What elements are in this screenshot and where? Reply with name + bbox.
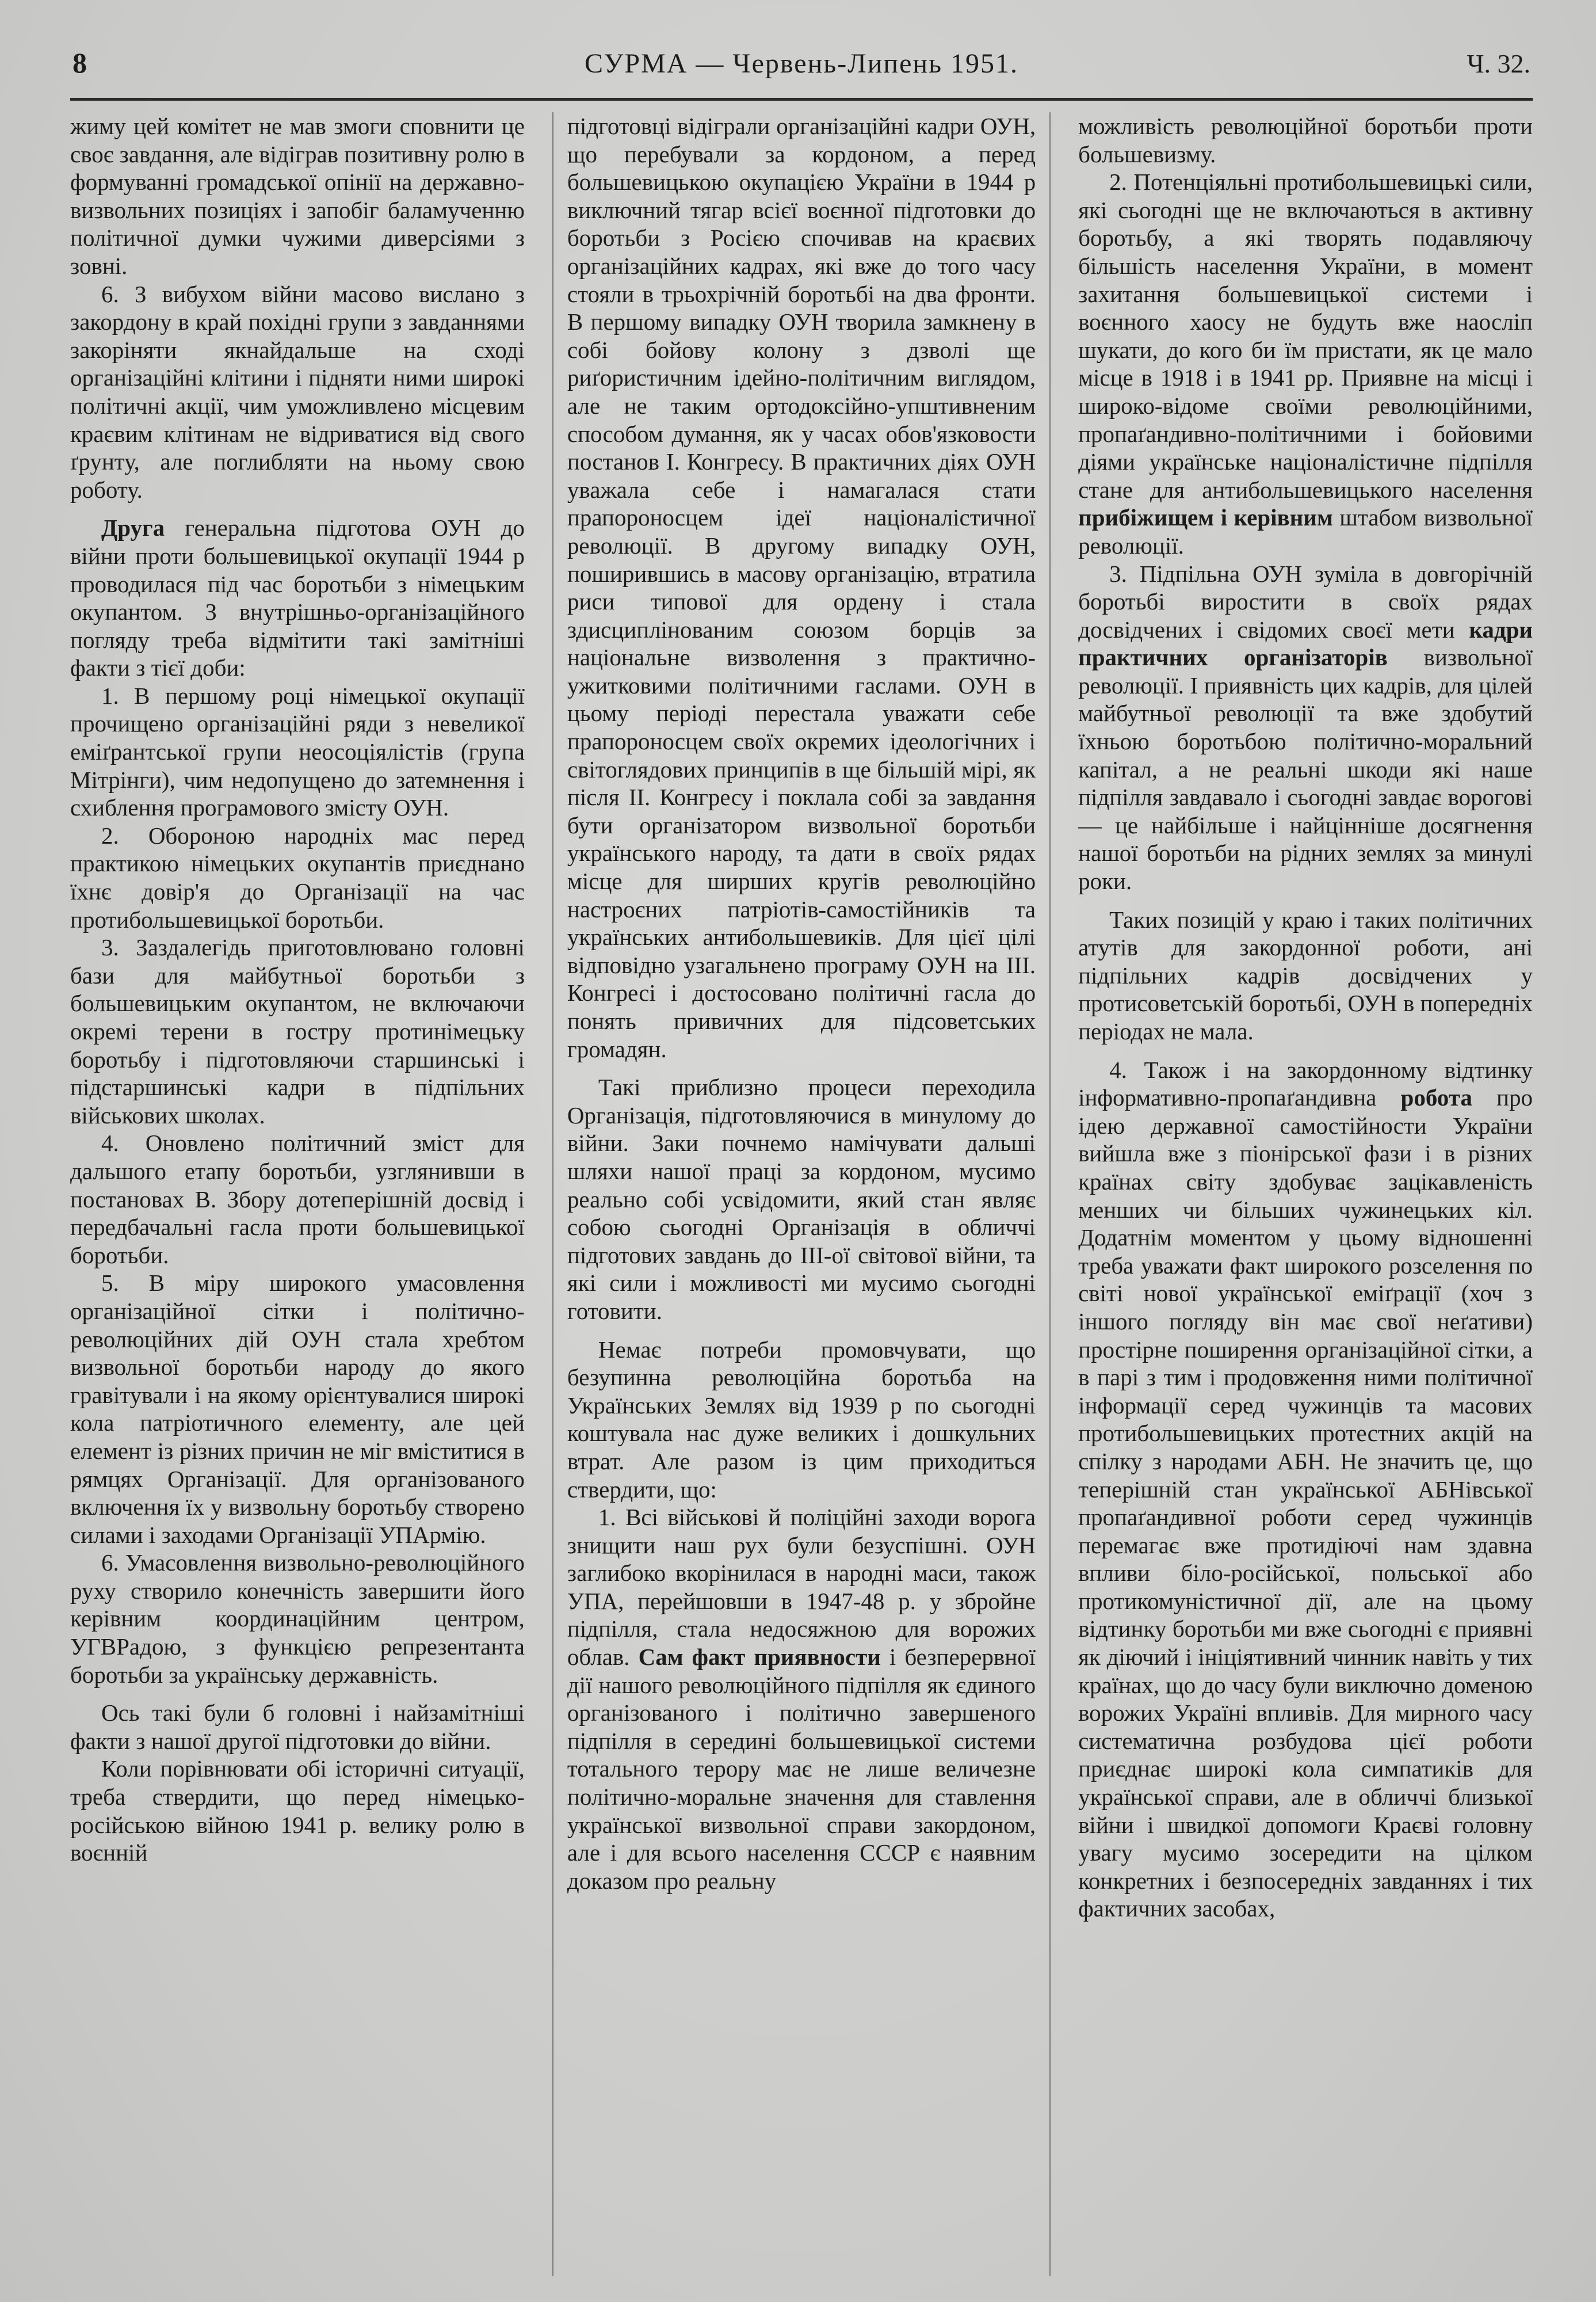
bold-term: робота <box>1400 1084 1472 1111</box>
column-1 <box>70 112 525 2276</box>
column-3 <box>1078 112 1533 2276</box>
column-2 <box>552 112 1051 2276</box>
paragraph-text: 2. Потенціяльні протибольшевицькі сили, які сьогодні ще не включаються в активну боротьбу, а які творять подавляючу більшість населення України, в момент захитання большевицької системи і воєнного хаосу не будуть вже наосліп шукати, до кого би їм пристати, як це мало місце в 1918 і в 1941 рр. Приявне на місці і широко-відоме своїми революційними, пропаґандивно-політичними і бойовими діями українське націоналістичне підпілля стане для антибольшевицького населення <box>1078 169 1533 503</box>
page-number: 8 <box>72 47 87 79</box>
publication-title: СУРМА — Червень-Липень 1951. <box>585 48 1018 79</box>
paragraph: жиму цей комітет не мав змоги сповнити це своє завдання, але відіграв позитивну ролю в формуванні громадської опінії на державно-визвольних позиціях і запобіг баламученню політичної думки чужими диверсіями з зовні. <box>70 113 525 279</box>
paragraph <box>1078 1056 1533 1923</box>
paragraph: 6. З вибухом війни масово вислано з закордону в край похідні групи з завданнями закоріняти якнайдальше на сході організаційні клітини і підняти ними широкі політичні акції, чим уможливлено місцевим краєвим клітинам не відриватися від свого ґрунту, але поглибляти на ньому свою роботу. <box>70 280 525 503</box>
paragraph-text: про ідею державної самостійности України вийшла вже з піонірської фази і в різних країнах світу здобуває зацікавленість менших чи більших чужинецьких кіл. Додатнім моментом у цьому відношенні треба уважати факт широкого розселення по світі нової української еміґрації (хоч з іншого погляду він має свої неґативи) простірне поширення організаційної сітки, а в парі з тим і продовження ними політичної інформації серед чужинців та масових протибольшевицьких протестних акцій на спілку з народами АБН. Не значить це, що теперішній стан української АБНівської пропаґандивної роботи серед чужинців перемагає вже протидіючі нам здавна впливи біло-російської, польської або протикомуністичної дії, але на цьому відтинку боротьби ми вже сьогодні є приявні як діючий і ініціятивний чинник навіть у тих країнах, що до часу були виключно доменою ворожих Україні впливів. Для мирного часу систематична розбудова цієї роботи приєднає широкі кола симпатиків для української справи, але в обличчі близької війни і швидкої допомоги Краєві головну увагу мусимо зосередити на цілком конкретних і безпосередніх завданнях і тих фактичних засобах, <box>1078 1084 1533 1922</box>
paragraph: 4. Оновлено політичний зміст для дальшого етапу боротьби, узглянивши в постановах В. Збору дотеперішній досвід і передбачальні гасла проти большевицької боротьби. <box>70 1130 525 1268</box>
paragraph-text: штабом визвольної революції. <box>1078 504 1533 559</box>
paragraph: 1. В першому році німецької окупації прочищено організаційні ряди з невеликої еміґрантської групи неосоціялістів (група Мітрінги), чим недопущено до затемнення і схиблення програмового змісту ОУН. <box>70 682 525 821</box>
paragraph: Таких позицій у краю і таких політичних атутів для закордонної роботи, ані підпільних кадрів досвідчених у протисоветській боротьбі, ОУН в попередніх періодах не мала. <box>1078 906 1533 1045</box>
paragraph <box>567 1503 1036 1895</box>
paragraph: 5. В міру широкого умасовлення організаційної сітки і політично-революційних дій ОУН стала хребтом визвольної боротьби народу до якого гравітували і на якому орієнтувалися широкі кола патріотичного елементу, але цей елемент із різних причин не міг вміститися в рямцях Організації. Для організованого включення їх у визвольну боротьбу створено силами і заходами Організації УПАрмію. <box>70 1270 525 1548</box>
paragraph: Ось такі були б головні і найзамітніші факти з нашої другої підготовки до війни. <box>70 1699 525 1754</box>
paragraph <box>1078 168 1533 559</box>
bold-term: Друга <box>101 514 165 542</box>
paragraph-text: генеральна підготова ОУН до війни проти большевицької окупації 1944 р проводилася під час боротьби з німецьким окупантом. З внутрішньо-організаційного погляду треба відмітити такі замітніші факти з тієї доби: <box>70 514 525 681</box>
issue-number: Ч. 32. <box>1467 49 1530 78</box>
paragraph-text: визвольної революції. І приявність цих кадрів, для цілей майбутньої революції та вже здобутий їхньою боротьбою політично-моральний капітал, а не реальні шкоди які наше підпілля завдавало і сьогодні завдає ворогові — це найбільше і найцінніше досягнення нашої боротьби на рідних землях за минулі роки. <box>1078 644 1533 895</box>
paragraph-text: 3. Підпільна ОУН зуміла в довгорічній боротьбі виростити в своїх рядах досвідчених і свідомих своєї мети <box>1078 560 1533 643</box>
paragraph-text: 4. Також і на закордонному відтинку інформативно-пропаґандивна <box>1078 1056 1533 1111</box>
paragraph <box>70 514 525 682</box>
paragraph: 6. Умасовлення визвольно-революційного руху створило конечність завершити його керівним координаційним центром, УГВРадою, з функцією репрезентанта боротьби за українську державність. <box>70 1549 525 1688</box>
article-columns <box>70 112 1533 2276</box>
paragraph: 3. Заздалегідь приготовлювано головні бази для майбутньої боротьби з большевицьким окупантом, не включаючи окремі терени в гостру протинімецьку боротьбу і підготовляючи старшинські і підстаршинські кадри в підпільних військових школах. <box>70 934 525 1129</box>
paragraph: Немає потреби промовчувати, що безупинна революційна боротьба на Українських Землях від 1939 р по сьогодні коштувала нас дуже великих і дошкульних втрат. Але разом із цим приходиться ствердити, що: <box>567 1336 1036 1503</box>
paragraph-text: і безперервної дії нашого революційного підпілля як єдиного організованого і політично завершеного підпілля в середині большевицької системи тотального терору має не лише величезне політично-моральне значення для ставлення української визвольної справи закордоном, але і для всього населення СССР є наявним доказом про реальну <box>567 1644 1036 1894</box>
bold-term: прибіжищем і керівним <box>1078 504 1333 531</box>
paragraph: Коли порівнювати обі історичні ситуації, треба ствердити, що перед німецько-російською війною 1941 р. велику ролю в воєнній <box>70 1755 525 1866</box>
page-header <box>70 46 1533 101</box>
bold-term: Сам факт приявности <box>638 1644 881 1671</box>
paragraph: підготовці відіграли організаційні кадри ОУН, що перебували за кордоном, а перед большевицькою окупацією України в 1944 р виключний тягар всієї воєнної підготовки до боротьби з Росією спочивав на краєвих організаційних кадрах, які вже до того часу стояли в трьохрічній боротьбі на два фронти. В першому випадку ОУН творила замкнену в собі бойову колону з дзволі ще риґористичним ідейно-політичним виглядом, але не таким ортодоксійно-упштивненим способом думання, як у часах обов'язковости постанов І. Конгресу. В практичних діях ОУН уважала себе і намагалася стати прапороносцем ідеї націоналістичної революції. В другому випадку ОУН, поширившись в масову організацію, втратила риси типової для ордену і стала здисциплінованим союзом борців за національне визволення з практично-ужитковими політичними гаслами. ОУН в цьому періоді перестала уважати себе прапороносцем своїх окремих ідеологічних і світоглядових принципів в ще більшій мірі, як після II. Конгресу і поклала собі за завдання бути організатором визвольної боротьби українського народу, та дати в своїх рядах місце для ширших кругів революційно настроєних патріотів-самостійників та українських антибольшевиків. Для цієї цілі відповідно узагальнено програму ОУН на III. Конгресі і достосовано політичні гасла до понять привичних для підсоветських громадян. <box>567 113 1036 1062</box>
paragraph: Такі приблизно процеси переходила Організація, підготовляючися в минулому до війни. Заки почнемо намічувати дальші шляхи нашої праці за кордоном, мусимо реально собі усвідомити, який стан являє собою сьогодні Організація в обличчі підготових завдань до III-ої світової війни, та які сили і можливості ми мусимо сьогодні готовити. <box>567 1074 1036 1324</box>
paragraph-text: 1. Всі військові й поліційні заходи ворога знищити наш рух були безуспішні. ОУН заглибоко вкорінилася в народні маси, також УПА, перейшовши в 1947-48 р. у збройне підпілля, стала недосяжною для ворожих облав. <box>567 1504 1036 1671</box>
paragraph <box>1078 560 1533 895</box>
paragraph: 2. Обороною народніх мас перед практикою німецьких окупантів приєднано їхнє довір'я до Організації на час протибольшевицької боротьби. <box>70 822 525 933</box>
paragraph: можливість революційної боротьби проти большевизму. <box>1078 113 1533 167</box>
bold-term: кадри практичних організаторів <box>1078 616 1533 671</box>
